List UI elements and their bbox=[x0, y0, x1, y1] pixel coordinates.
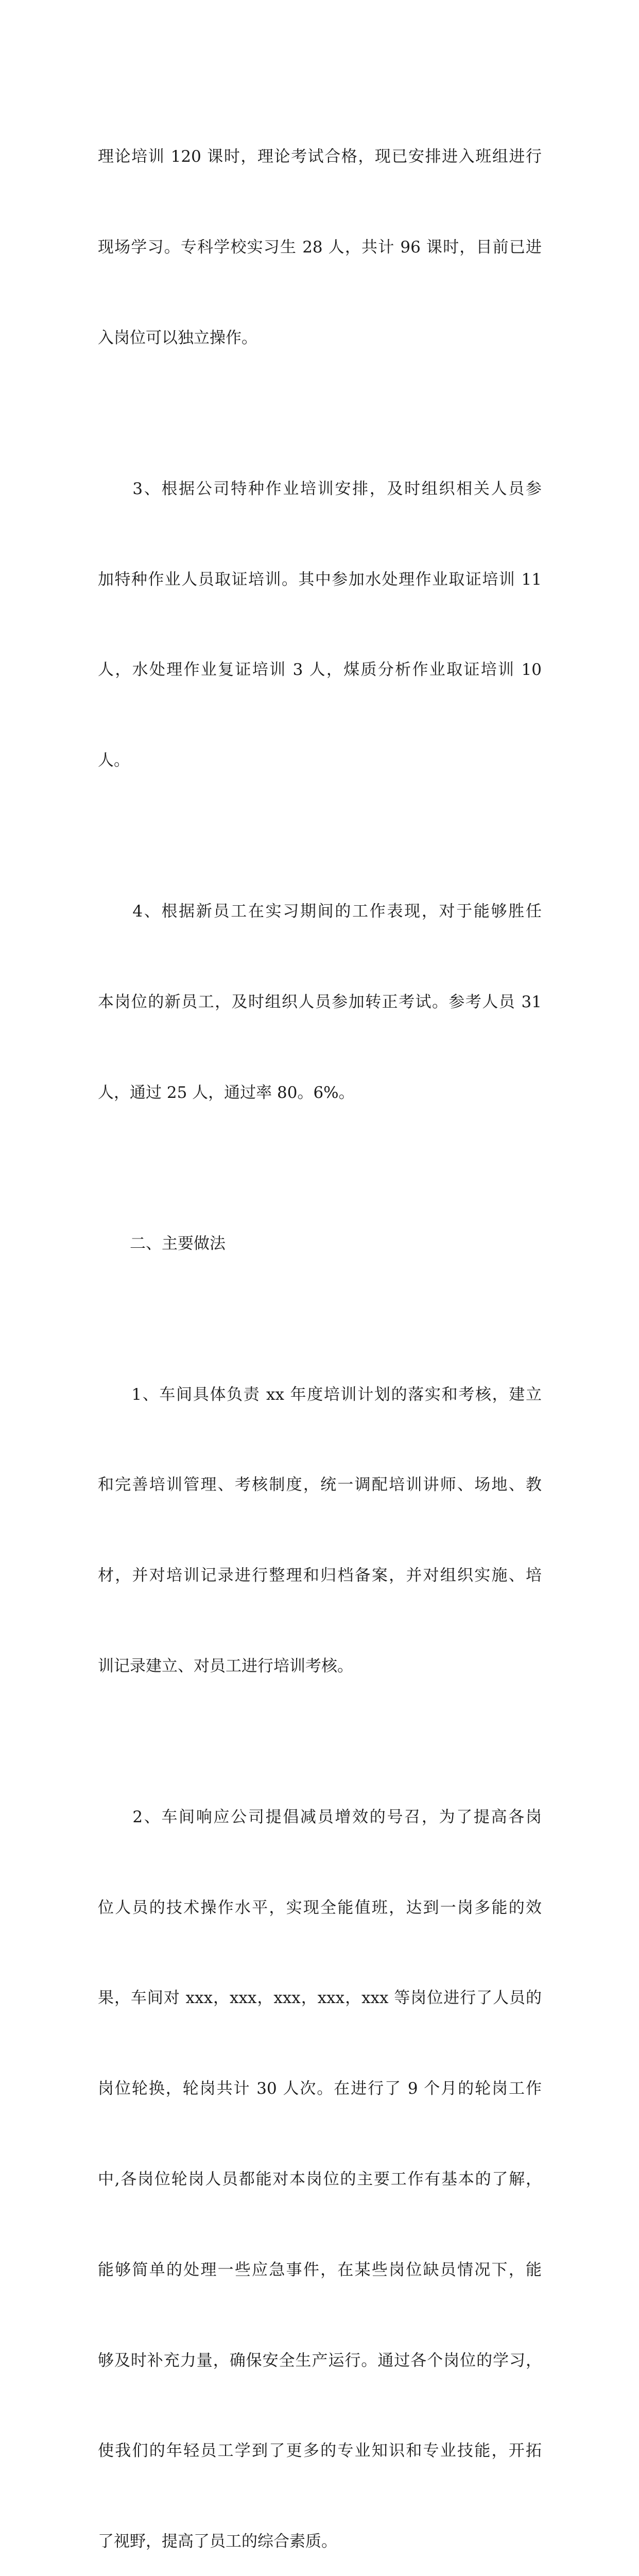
text-line: 够及时补充力量，确保安全生产运行。通过各个岗位的学习， bbox=[98, 2351, 542, 2370]
text-line: 训记录建立、对员工进行培训考核。 bbox=[98, 1656, 353, 1675]
text-line: 了视野，提高了员工的综合素质。 bbox=[98, 2532, 337, 2551]
text-line: 和完善培训管理、考核制度，统一调配培训讲师、场地、教 bbox=[98, 1476, 542, 1495]
paragraph-special-operations bbox=[98, 414, 542, 836]
text-line: 岗位轮换，轮岗共计 30 人次。在进行了 9 个月的轮岗工作 bbox=[98, 2079, 542, 2098]
paragraph-probation-exam bbox=[98, 836, 542, 1168]
text-line: 人。 bbox=[98, 751, 130, 770]
text-line: 入岗位可以独立操作。 bbox=[98, 328, 257, 347]
text-line: 3、根据公司特种作业培训安排，及时组织相关人员参 bbox=[98, 479, 542, 498]
paragraph-training-management bbox=[98, 1319, 542, 1741]
text-line: 1、车间具体负责 xx 年度培训计划的落实和考核，建立 bbox=[98, 1385, 542, 1404]
text-line: 理论培训 120 课时，理论考试合格，现已安排进入班组进行 bbox=[98, 147, 542, 166]
paragraph-training-results bbox=[98, 81, 542, 414]
text-line: 果，车间对 xxx，xxx，xxx，xxx，xxx 等岗位进行了人员的 bbox=[98, 1989, 542, 2008]
text-line: 能够简单的处理一些应急事件，在某些岗位缺员情况下，能 bbox=[98, 2260, 542, 2279]
text-line: 材，并对培训记录进行整理和归档备案，并对组织实施、培 bbox=[98, 1566, 542, 1585]
section-heading: 二、主要做法 bbox=[98, 1234, 226, 1253]
section-heading-main-methods bbox=[98, 1168, 542, 1319]
paragraph-job-rotation bbox=[98, 1742, 542, 2576]
text-line: 位人员的技术操作水平，实现全能值班，达到一岗多能的效 bbox=[98, 1898, 542, 1917]
text-line: 本岗位的新员工，及时组织人员参加转正考试。参考人员 31 bbox=[98, 992, 542, 1011]
document-body bbox=[98, 81, 542, 2576]
text-line: 人，通过 25 人，通过率 80。6%。 bbox=[98, 1083, 355, 1102]
text-line: 现场学习。专科学校实习生 28 人，共计 96 课时，目前已进 bbox=[98, 238, 542, 257]
text-line: 2、车间响应公司提倡减员增效的号召，为了提高各岗 bbox=[98, 1807, 542, 1826]
text-line: 4、根据新员工在实习期间的工作表现，对于能够胜任 bbox=[98, 902, 542, 921]
text-line: 中,各岗位轮岗人员都能对本岗位的主要工作有基本的了解， bbox=[98, 2170, 542, 2189]
text-line: 使我们的年轻员工学到了更多的专业知识和专业技能，开拓 bbox=[98, 2442, 542, 2461]
text-line: 人，水处理作业复证培训 3 人，煤质分析作业取证培训 10 bbox=[98, 660, 542, 680]
text-line: 加特种作业人员取证培训。其中参加水处理作业取证培训 11 bbox=[98, 570, 542, 589]
